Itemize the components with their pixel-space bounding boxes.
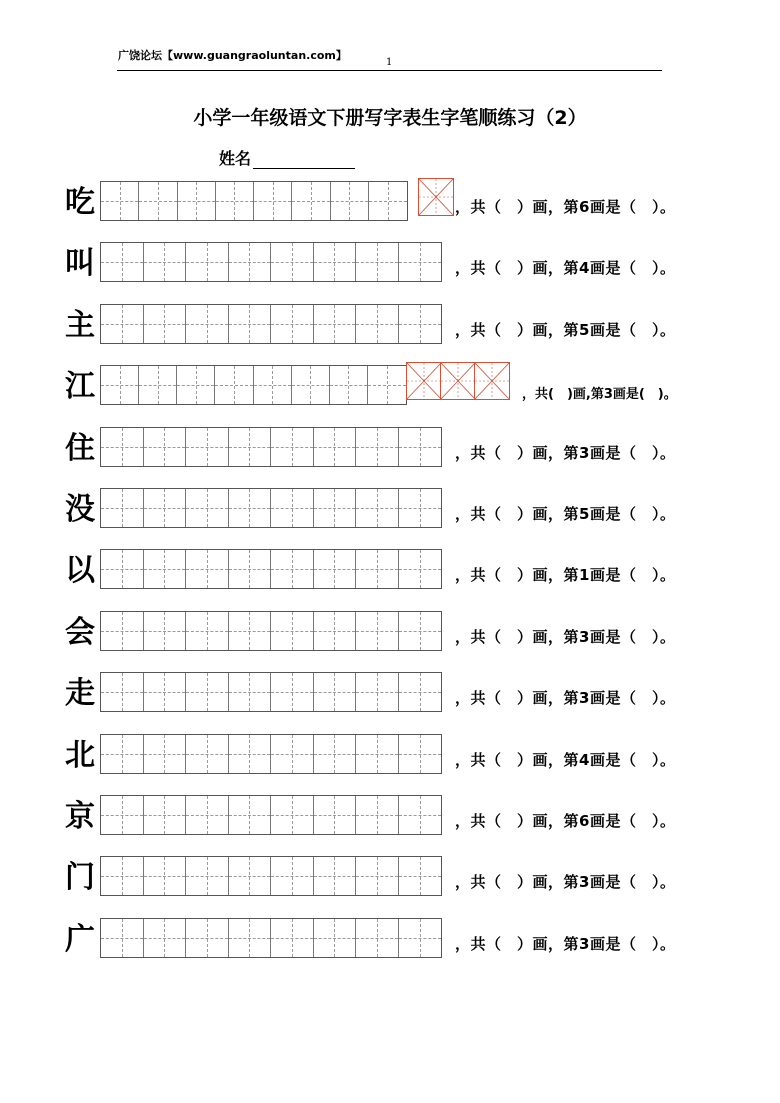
writing-cell[interactable] [271, 305, 314, 343]
writing-cell[interactable] [356, 428, 399, 466]
writing-cell[interactable] [101, 428, 144, 466]
stroke-question: ，共( )画,第3画是( )。 [522, 387, 677, 403]
writing-cell[interactable] [314, 243, 357, 281]
writing-cell[interactable] [314, 428, 357, 466]
writing-cell[interactable] [399, 243, 442, 281]
writing-cell[interactable] [144, 550, 187, 588]
writing-cell[interactable] [186, 796, 229, 834]
writing-cell[interactable] [139, 182, 177, 220]
writing-cell[interactable] [369, 182, 407, 220]
writing-cell[interactable] [356, 550, 399, 588]
writing-cell[interactable] [101, 550, 144, 588]
tian-ge-cell[interactable] [441, 363, 475, 399]
writing-cell[interactable] [356, 857, 399, 895]
stroke-question: ，共（ ）画，第3画是（ ）。 [455, 627, 676, 646]
writing-cell[interactable] [254, 366, 292, 404]
stroke-question: ，共（ ）画，第6画是（ ）。 [455, 198, 676, 216]
writing-cell[interactable] [144, 673, 187, 711]
writing-cell[interactable] [229, 428, 272, 466]
practice-row [0, 918, 780, 962]
writing-cell[interactable] [314, 857, 357, 895]
writing-cell[interactable] [144, 305, 187, 343]
writing-cell[interactable] [177, 366, 215, 404]
practice-character: 主 [65, 307, 95, 343]
writing-cell[interactable] [101, 612, 144, 650]
writing-cell[interactable] [399, 305, 442, 343]
writing-cell[interactable] [215, 366, 253, 404]
practice-row [0, 734, 780, 778]
writing-cell[interactable] [229, 612, 272, 650]
writing-cell[interactable] [186, 857, 229, 895]
writing-cell[interactable] [186, 919, 229, 957]
writing-grid [100, 918, 442, 958]
practice-character: 吃 [65, 185, 95, 220]
tian-ge-cell[interactable] [419, 179, 453, 215]
writing-cell[interactable] [101, 305, 144, 343]
stroke-question: ，共（ ）画，第6画是（ ）。 [455, 812, 676, 830]
writing-cell[interactable] [356, 243, 399, 281]
writing-cell[interactable] [229, 489, 272, 527]
writing-cell[interactable] [186, 243, 229, 281]
writing-cell[interactable] [101, 243, 144, 281]
writing-cell[interactable] [356, 612, 399, 650]
writing-cell[interactable] [271, 673, 314, 711]
writing-cell[interactable] [101, 673, 144, 711]
practice-row [0, 795, 780, 839]
practice-row [0, 488, 780, 532]
writing-cell[interactable] [229, 673, 272, 711]
writing-cell[interactable] [271, 428, 314, 466]
writing-cell[interactable] [314, 673, 357, 711]
writing-cell[interactable] [229, 735, 272, 773]
stroke-question: ，共（ ）画，第5画是（ ）。 [455, 320, 676, 339]
practice-character: 叫 [65, 246, 95, 282]
writing-cell[interactable] [399, 857, 442, 895]
writing-cell[interactable] [368, 366, 406, 404]
writing-cell[interactable] [144, 857, 187, 895]
stroke-question: ，共（ ）画，第4画是（ ）。 [455, 750, 676, 769]
writing-cell[interactable] [101, 857, 144, 895]
writing-cell[interactable] [314, 919, 357, 957]
practice-character: 会 [65, 614, 95, 650]
writing-cell[interactable] [144, 796, 187, 834]
writing-cell[interactable] [271, 735, 314, 773]
writing-cell[interactable] [331, 182, 369, 220]
writing-grid [100, 734, 442, 774]
stroke-question: ，共（ ）画，第1画是（ ）。 [455, 566, 676, 585]
writing-cell[interactable] [271, 796, 314, 834]
practice-row [0, 672, 780, 716]
writing-cell[interactable] [144, 612, 187, 650]
writing-cell[interactable] [399, 550, 442, 588]
practice-row [0, 242, 780, 286]
writing-cell[interactable] [186, 735, 229, 773]
writing-cell[interactable] [101, 919, 144, 957]
name-label: 姓名 [219, 149, 252, 168]
writing-grid [100, 549, 442, 589]
writing-cell[interactable] [229, 857, 272, 895]
writing-cell[interactable] [356, 796, 399, 834]
writing-grid [100, 181, 408, 221]
writing-grid [100, 795, 442, 835]
writing-cell[interactable] [271, 243, 314, 281]
stroke-question: ，共（ ）画，第5画是（ ）。 [455, 505, 676, 523]
writing-grid [100, 611, 442, 651]
writing-cell[interactable] [101, 796, 144, 834]
writing-grid [100, 488, 442, 528]
header-source-text: 广饶论坛【www.guangraoluntan.com】 [118, 49, 347, 62]
practice-row [0, 365, 780, 409]
writing-cell[interactable] [101, 489, 144, 527]
practice-character: 住 [65, 430, 95, 466]
writing-cell[interactable] [229, 305, 272, 343]
writing-grid [100, 856, 442, 896]
practice-character: 北 [65, 737, 95, 773]
writing-cell[interactable] [178, 182, 216, 220]
writing-cell[interactable] [271, 550, 314, 588]
header-divider [117, 70, 662, 71]
practice-row [0, 549, 780, 593]
writing-cell[interactable] [139, 366, 177, 404]
stroke-question: ，共（ ）画，第3画是（ ）。 [455, 934, 676, 953]
practice-character: 江 [65, 369, 95, 405]
writing-cell[interactable] [314, 612, 357, 650]
practice-character: 门 [65, 860, 95, 896]
writing-cell[interactable] [186, 428, 229, 466]
writing-cell[interactable] [399, 796, 442, 834]
writing-cell[interactable] [271, 919, 314, 957]
writing-cell[interactable] [271, 857, 314, 895]
writing-cell[interactable] [101, 735, 144, 773]
writing-cell[interactable] [356, 735, 399, 773]
writing-cell[interactable] [254, 182, 292, 220]
stroke-question: ，共（ ）画，第3画是（ ）。 [455, 689, 676, 708]
writing-cell[interactable] [314, 796, 357, 834]
name-field [219, 146, 355, 169]
practice-character: 没 [65, 492, 95, 527]
writing-cell[interactable] [314, 550, 357, 588]
practice-character: 以 [65, 553, 95, 589]
writing-cell[interactable] [292, 366, 330, 404]
writing-grid [100, 365, 407, 405]
writing-cell[interactable] [229, 919, 272, 957]
writing-cell[interactable] [186, 612, 229, 650]
writing-grid [100, 427, 442, 467]
writing-cell[interactable] [271, 489, 314, 527]
writing-cell[interactable] [314, 305, 357, 343]
writing-cell[interactable] [144, 243, 187, 281]
name-blank-line[interactable] [253, 152, 355, 169]
writing-cell[interactable] [356, 919, 399, 957]
stroke-question: ，共（ ）画，第3画是（ ）。 [455, 443, 676, 462]
writing-grid [100, 672, 442, 712]
writing-cell[interactable] [356, 673, 399, 711]
writing-cell[interactable] [186, 673, 229, 711]
writing-cell[interactable] [229, 550, 272, 588]
writing-cell[interactable] [399, 919, 442, 957]
writing-grid [100, 242, 442, 282]
practice-row [0, 427, 780, 471]
writing-cell[interactable] [399, 673, 442, 711]
stroke-question: ，共（ ）画，第4画是（ ）。 [455, 259, 676, 278]
practice-character: 京 [65, 799, 95, 834]
practice-character: 走 [65, 676, 95, 712]
writing-cell[interactable] [229, 243, 272, 281]
writing-cell[interactable] [356, 305, 399, 343]
writing-cell[interactable] [229, 796, 272, 834]
writing-cell[interactable] [144, 735, 187, 773]
practice-row [0, 304, 780, 348]
writing-cell[interactable] [356, 489, 399, 527]
practice-character: 广 [65, 921, 95, 957]
writing-cell[interactable] [101, 366, 139, 404]
writing-cell[interactable] [399, 428, 442, 466]
practice-row [0, 856, 780, 900]
writing-cell[interactable] [399, 612, 442, 650]
writing-cell[interactable] [144, 919, 187, 957]
writing-cell[interactable] [144, 428, 187, 466]
writing-cell[interactable] [216, 182, 254, 220]
writing-cell[interactable] [144, 489, 187, 527]
writing-cell[interactable] [330, 366, 368, 404]
writing-cell[interactable] [399, 735, 442, 773]
writing-cell[interactable] [271, 612, 314, 650]
tian-ge-cell[interactable] [475, 363, 509, 399]
stroke-question: ，共（ ）画，第3画是（ ）。 [455, 873, 676, 892]
writing-cell[interactable] [186, 550, 229, 588]
page-number: 1 [386, 57, 393, 68]
writing-cell[interactable] [186, 489, 229, 527]
writing-cell[interactable] [314, 735, 357, 773]
practice-row [0, 611, 780, 655]
writing-grid [100, 304, 442, 344]
practice-row [0, 181, 780, 225]
page-title: 小学一年级语文下册写字表生字笔顺练习（2） [193, 107, 587, 129]
writing-cell[interactable] [292, 182, 330, 220]
writing-cell[interactable] [399, 489, 442, 527]
writing-cell[interactable] [101, 182, 139, 220]
writing-cell[interactable] [314, 489, 357, 527]
tian-ge-cell[interactable] [407, 363, 441, 399]
writing-cell[interactable] [186, 305, 229, 343]
